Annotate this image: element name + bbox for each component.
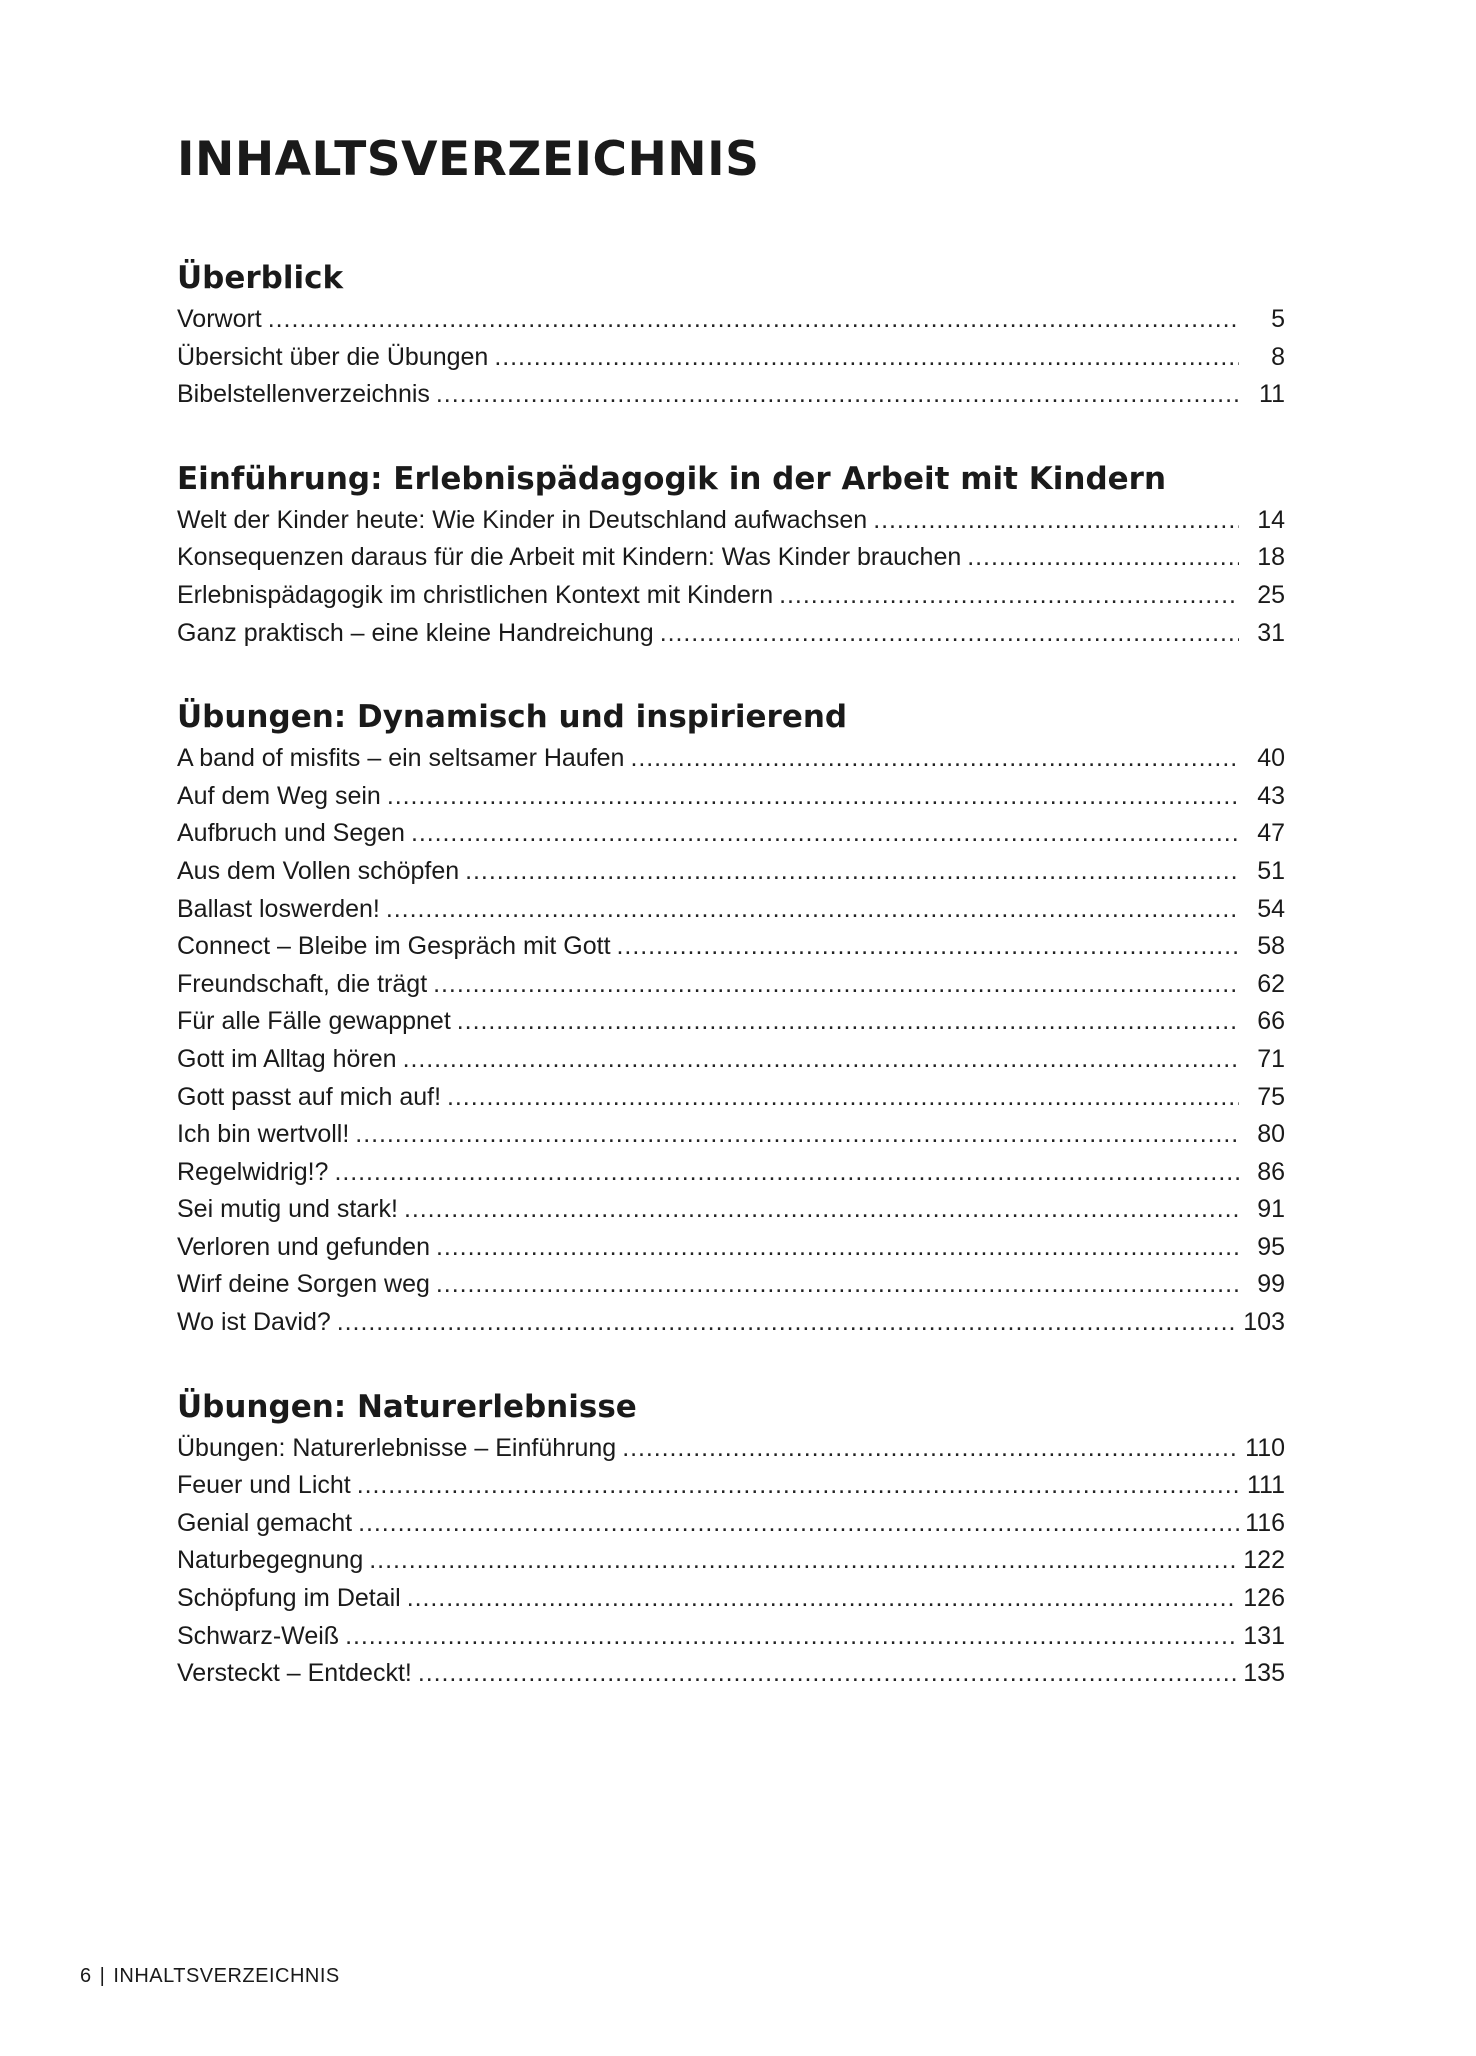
toc-entry-page-number: 25 (1257, 580, 1285, 609)
toc-entry-page-number: 66 (1257, 1007, 1285, 1036)
toc-entry-page-number: 31 (1257, 618, 1285, 647)
toc-entry-title: Regelwidrig!? (177, 1157, 329, 1186)
footer-separator: | (99, 1965, 106, 1987)
dot-leader (873, 502, 1239, 540)
toc-entry-page-number: 99 (1257, 1270, 1285, 1299)
toc-entry-title: Vorwort (177, 305, 262, 333)
toc-entry-page-number: 47 (1257, 819, 1285, 848)
toc-entry-title: Feuer und Licht (177, 1471, 351, 1500)
toc-entry-title: Versteckt – Entdeckt! (177, 1659, 412, 1688)
dot-leader (387, 778, 1239, 816)
dot-leader (436, 1266, 1239, 1304)
toc-entry-page-number: 110 (1245, 1433, 1285, 1462)
toc-section (177, 1384, 1285, 1693)
dot-leader (660, 615, 1239, 653)
dot-leader (436, 376, 1239, 414)
toc-entry-title: Erlebnispädagogik im christlichen Kontext mit Kindern (177, 580, 774, 609)
toc-entry (177, 1116, 1285, 1154)
toc-entry (177, 891, 1285, 929)
toc-section (177, 694, 1285, 1342)
section-heading: Einführung: Erlebnispädagogik in der Arbeit mit Kindern (177, 460, 1167, 497)
toc-entry-title: Wo ist David? (177, 1308, 331, 1337)
toc-entry-title: Welt der Kinder heute: Wie Kinder in Deutschland aufwachsen (177, 505, 868, 534)
toc-entry-list (177, 502, 1285, 652)
dot-leader (779, 577, 1239, 615)
toc-entry (177, 1041, 1285, 1079)
toc-entry-page-number: 86 (1257, 1157, 1285, 1186)
toc-entry-page-number: 58 (1257, 932, 1285, 961)
toc-entry-title: Bibelstellenverzeichnis (177, 380, 430, 409)
dot-leader (404, 1191, 1239, 1229)
dot-leader (369, 1542, 1237, 1580)
toc-entry (177, 1266, 1285, 1304)
toc-entry-title: Ich bin wertvoll! (177, 1120, 350, 1149)
dot-leader (457, 1003, 1239, 1041)
dot-leader (358, 1505, 1239, 1543)
toc-entry-title: Konsequenzen daraus für die Arbeit mit Kindern: Was Kinder brauchen (177, 543, 962, 572)
toc-entry-title: Schwarz-Weiß (177, 1621, 340, 1650)
toc-entry-page-number: 5 (1271, 305, 1285, 333)
toc-entry-page-number: 91 (1257, 1195, 1285, 1224)
footer-page-number: 6 (80, 1965, 92, 1987)
toc-entry-title: Freundschaft, die trägt (177, 969, 428, 998)
toc-entry (177, 339, 1285, 377)
dot-leader (355, 1116, 1239, 1154)
dot-leader (436, 1229, 1239, 1267)
toc-entry-title: Gott passt auf mich auf! (177, 1082, 442, 1111)
toc-entry (177, 615, 1285, 653)
dot-leader (337, 1304, 1238, 1342)
toc-entry-page-number: 103 (1243, 1308, 1285, 1337)
dot-leader (617, 928, 1239, 966)
toc-entry-page-number: 43 (1257, 781, 1285, 810)
toc-entry (177, 1430, 1285, 1468)
toc-entry-title: Ballast loswerden! (177, 894, 380, 923)
toc-entry (177, 778, 1285, 816)
toc-entry-title: Sei mutig und stark! (177, 1195, 398, 1224)
toc-entry (177, 1580, 1285, 1618)
toc-entry-title: Aus dem Vollen schöpfen (177, 856, 460, 885)
toc-entry-title: Wirf deine Sorgen weg (177, 1270, 430, 1299)
toc-entry-page-number: 95 (1257, 1232, 1285, 1261)
toc-entry-page-number: 40 (1257, 744, 1285, 773)
dot-leader (334, 1154, 1239, 1192)
toc-section (177, 456, 1285, 652)
toc-entry-title: Übungen: Naturerlebnisse – Einführung (177, 1433, 617, 1462)
toc-entry (177, 1542, 1285, 1580)
toc-entry (177, 815, 1285, 853)
toc-entry-page-number: 131 (1243, 1621, 1285, 1650)
toc-entry-page-number: 11 (1259, 380, 1285, 409)
toc-entry (177, 1655, 1285, 1693)
toc-entry-page-number: 135 (1243, 1659, 1285, 1688)
toc-entry-page-number: 8 (1271, 342, 1285, 371)
toc-entry-page-number: 62 (1257, 969, 1285, 998)
toc-entry-list (177, 740, 1285, 1342)
toc-entry (177, 577, 1285, 615)
toc-entry (177, 376, 1285, 414)
toc-entry (177, 1154, 1285, 1192)
section-heading: Überblick (177, 260, 344, 296)
toc-entry-page-number: 122 (1243, 1546, 1285, 1575)
toc-entry (177, 1505, 1285, 1543)
dot-leader (630, 740, 1239, 778)
page-title: INHALTSVERZEICHNIS (177, 132, 760, 187)
page-footer (80, 1963, 340, 1989)
toc-entry-page-number: 51 (1257, 856, 1285, 885)
toc-entry-title: Verloren und gefunden (177, 1232, 430, 1261)
toc-entry-title: Genial gemacht (177, 1508, 353, 1537)
toc-entry-title: Übersicht über die Übungen (177, 342, 489, 371)
toc-entry-title: Ganz praktisch – eine kleine Handreichung (177, 618, 654, 647)
toc-entry (177, 1618, 1285, 1656)
toc-section (177, 255, 1285, 414)
toc-entry (177, 928, 1285, 966)
toc-entry (177, 1229, 1285, 1267)
toc-entry-list (177, 301, 1285, 414)
toc-entry-page-number: 75 (1257, 1082, 1285, 1111)
toc-entry (177, 1191, 1285, 1229)
section-heading: Übungen: Dynamisch und inspirierend (177, 699, 848, 736)
toc-entry (177, 539, 1285, 577)
toc-entry-page-number: 116 (1245, 1508, 1285, 1537)
toc-entry-title: Schöpfung im Detail (177, 1584, 401, 1613)
dot-leader (494, 339, 1239, 377)
dot-leader (411, 815, 1239, 853)
dot-leader (403, 1041, 1239, 1079)
toc-entry-page-number: 71 (1257, 1044, 1285, 1073)
dot-leader (345, 1618, 1237, 1656)
toc-entry (177, 1079, 1285, 1117)
toc-entry-title: Für alle Fälle gewappnet (177, 1007, 451, 1036)
dot-leader (418, 1655, 1237, 1693)
toc-entry (177, 740, 1285, 778)
toc-entry-page-number: 18 (1257, 543, 1285, 572)
toc-entry (177, 1003, 1285, 1041)
dot-leader (967, 539, 1239, 577)
dot-leader (447, 1079, 1239, 1117)
toc-entry-title: Naturbegegnung (177, 1546, 364, 1575)
toc-entry-list (177, 1430, 1285, 1693)
toc-entry (177, 1304, 1285, 1342)
dot-leader (386, 891, 1239, 929)
dot-leader (357, 1467, 1239, 1505)
footer-label: INHALTSVERZEICHNIS (113, 1965, 340, 1987)
dot-leader (268, 301, 1239, 339)
toc-entry-page-number: 54 (1257, 894, 1285, 923)
toc-entry-title: Connect – Bleibe im Gespräch mit Gott (177, 932, 611, 961)
toc-entry (177, 1467, 1285, 1505)
toc-entry (177, 502, 1285, 540)
dot-leader (433, 966, 1239, 1004)
toc-entry-title: A band of misfits – ein seltsamer Haufen (177, 744, 625, 773)
toc-entry-title: Auf dem Weg sein (177, 781, 381, 810)
toc-entry-title: Aufbruch und Segen (177, 819, 405, 848)
toc-entry-title: Gott im Alltag hören (177, 1044, 397, 1073)
toc-entry (177, 301, 1285, 339)
toc-entry-page-number: 126 (1243, 1584, 1285, 1613)
dot-leader (407, 1580, 1238, 1618)
toc-entry-page-number: 80 (1257, 1120, 1285, 1149)
table-of-contents (177, 255, 1285, 1735)
section-heading: Übungen: Naturerlebnisse (177, 1388, 637, 1425)
toc-entry-page-number: 111 (1246, 1471, 1285, 1500)
dot-leader (465, 853, 1239, 891)
dot-leader (622, 1430, 1239, 1468)
toc-entry-page-number: 14 (1257, 505, 1285, 534)
toc-entry (177, 966, 1285, 1004)
toc-entry (177, 853, 1285, 891)
